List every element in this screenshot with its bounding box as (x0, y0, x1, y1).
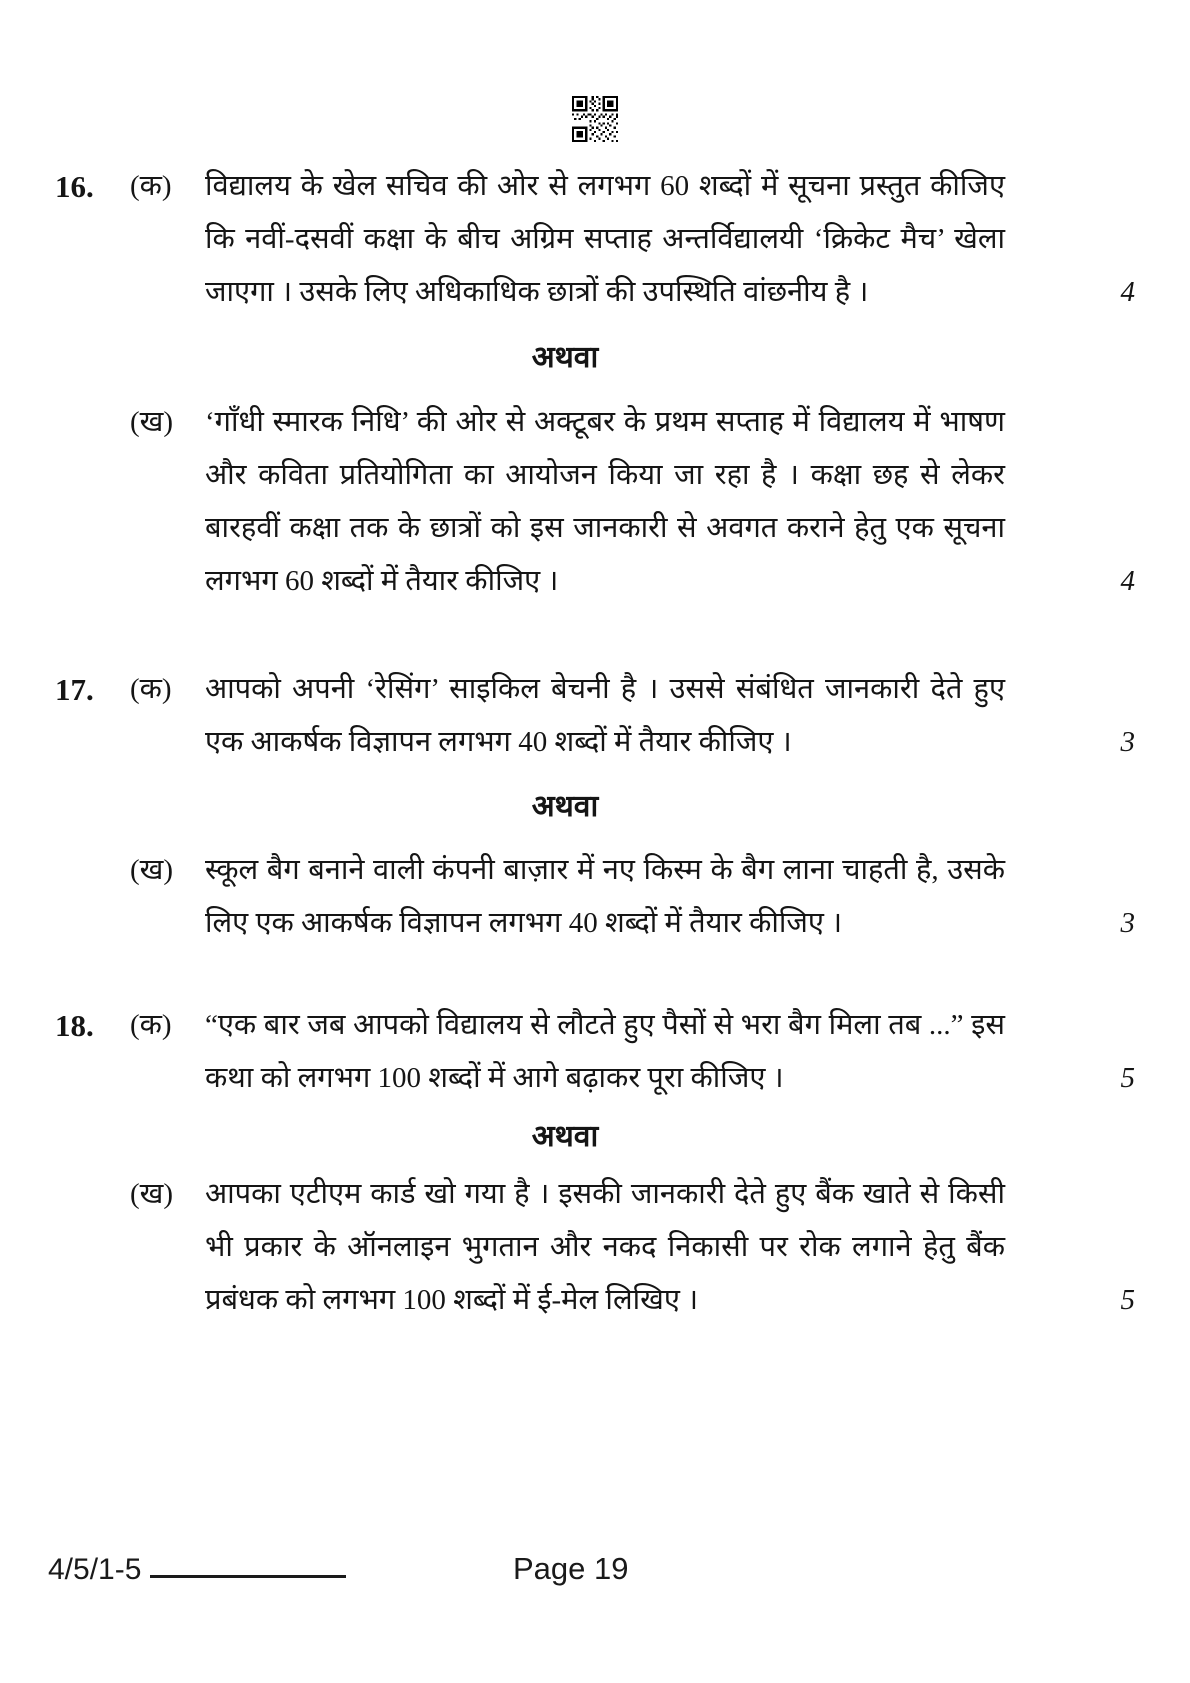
or-separator: अथवा (531, 790, 599, 823)
question-number: 17. (55, 672, 94, 707)
paper-code: 4/5/1-5 (48, 1553, 142, 1586)
question-17 (55, 663, 1190, 950)
question-text: विद्यालय के खेल सचिव की ओर से लगभग 60 शब्दों में सूचना प्रस्तुत कीजिए कि नवीं-दसवीं कक्षा के बीच अग्रिम सप्ताह अन्तर्विद्यालयी ‘क्रिकेट मैच’ खेला जाएगा । उसके लिए अधिकाधिक छात्रों की उपस्थिति वांछनीय है । (205, 170, 1005, 308)
or-separator: अथवा (531, 341, 599, 374)
part-label: (क) (130, 170, 172, 202)
marks-value: 4 (1120, 565, 1135, 597)
footer-divider-line (150, 1575, 346, 1578)
question-16-part-b (55, 396, 1190, 608)
question-17-part-b (55, 844, 1190, 950)
question-text: आपको अपनी ‘रेसिंग’ साइकिल बेचनी है । उससे संबंधित जानकारी देते हुए एक आकर्षक विज्ञापन लगभग 40 शब्दों में तैयार कीजिए । (205, 673, 1005, 758)
marks-value: 5 (1120, 1284, 1135, 1316)
question-number-spacer (55, 1168, 130, 1327)
question-text: ‘गाँधी स्मारक निधि’ की ओर से अक्टूबर के प्रथम सप्ताह में विद्यालय में भाषण और कविता प्रतियोगिता का आयोजन किया जा रहा है । कक्षा छह से लेकर बारहवीं कक्षा तक के छात्रों को इस जानकारी से अवगत कराने हेतु एक सूचना लगभग 60 शब्दों में तैयार कीजिए । (205, 406, 1005, 597)
question-number: 18. (55, 1008, 94, 1043)
marks-value: 3 (1120, 907, 1135, 939)
question-number-spacer (55, 844, 130, 950)
question-text: आपका एटीएम कार्ड खो गया है । इसकी जानकारी देते हुए बैंक खाते से किसी भी प्रकार के ऑनलाइन भुगतान और नकद निकासी पर रोक लगाने हेतु बैंक प्रबंधक को लगभग 100 शब्दों में ई-मेल लिखिए । (205, 1178, 1005, 1316)
part-label: (ख) (130, 406, 174, 438)
question-17-part-a (55, 663, 1190, 769)
part-label: (ख) (130, 1178, 174, 1210)
or-separator: अथवा (531, 1120, 599, 1153)
question-18 (55, 999, 1190, 1327)
qr-code-icon (0, 0, 1190, 142)
question-18-part-a (55, 999, 1190, 1105)
marks-value: 3 (1120, 726, 1135, 758)
question-text: स्कूल बैग बनाने वाली कंपनी बाज़ार में नए किस्म के बैग लाना चाहती है, उसके लिए एक आकर्षक विज्ञापन लगभग 40 शब्दों में तैयार कीजिए । (205, 854, 1005, 939)
question-18-part-b (55, 1168, 1190, 1327)
question-16-part-a (55, 160, 1190, 319)
question-16 (55, 160, 1190, 608)
part-label: (क) (130, 1009, 172, 1041)
question-number: 16. (55, 169, 94, 204)
part-label: (क) (130, 673, 172, 705)
page-number: Page 19 (513, 1551, 629, 1586)
marks-value: 5 (1120, 1062, 1135, 1094)
question-text: “एक बार जब आपको विद्यालय से लौटते हुए पैसों से भरा बैग मिला तब ...” इस कथा को लगभग 100 शब्दों में आगे बढ़ाकर पूरा कीजिए । (205, 1009, 1005, 1094)
question-number-spacer (55, 396, 130, 608)
marks-value: 4 (1120, 276, 1135, 308)
part-label: (ख) (130, 854, 174, 886)
